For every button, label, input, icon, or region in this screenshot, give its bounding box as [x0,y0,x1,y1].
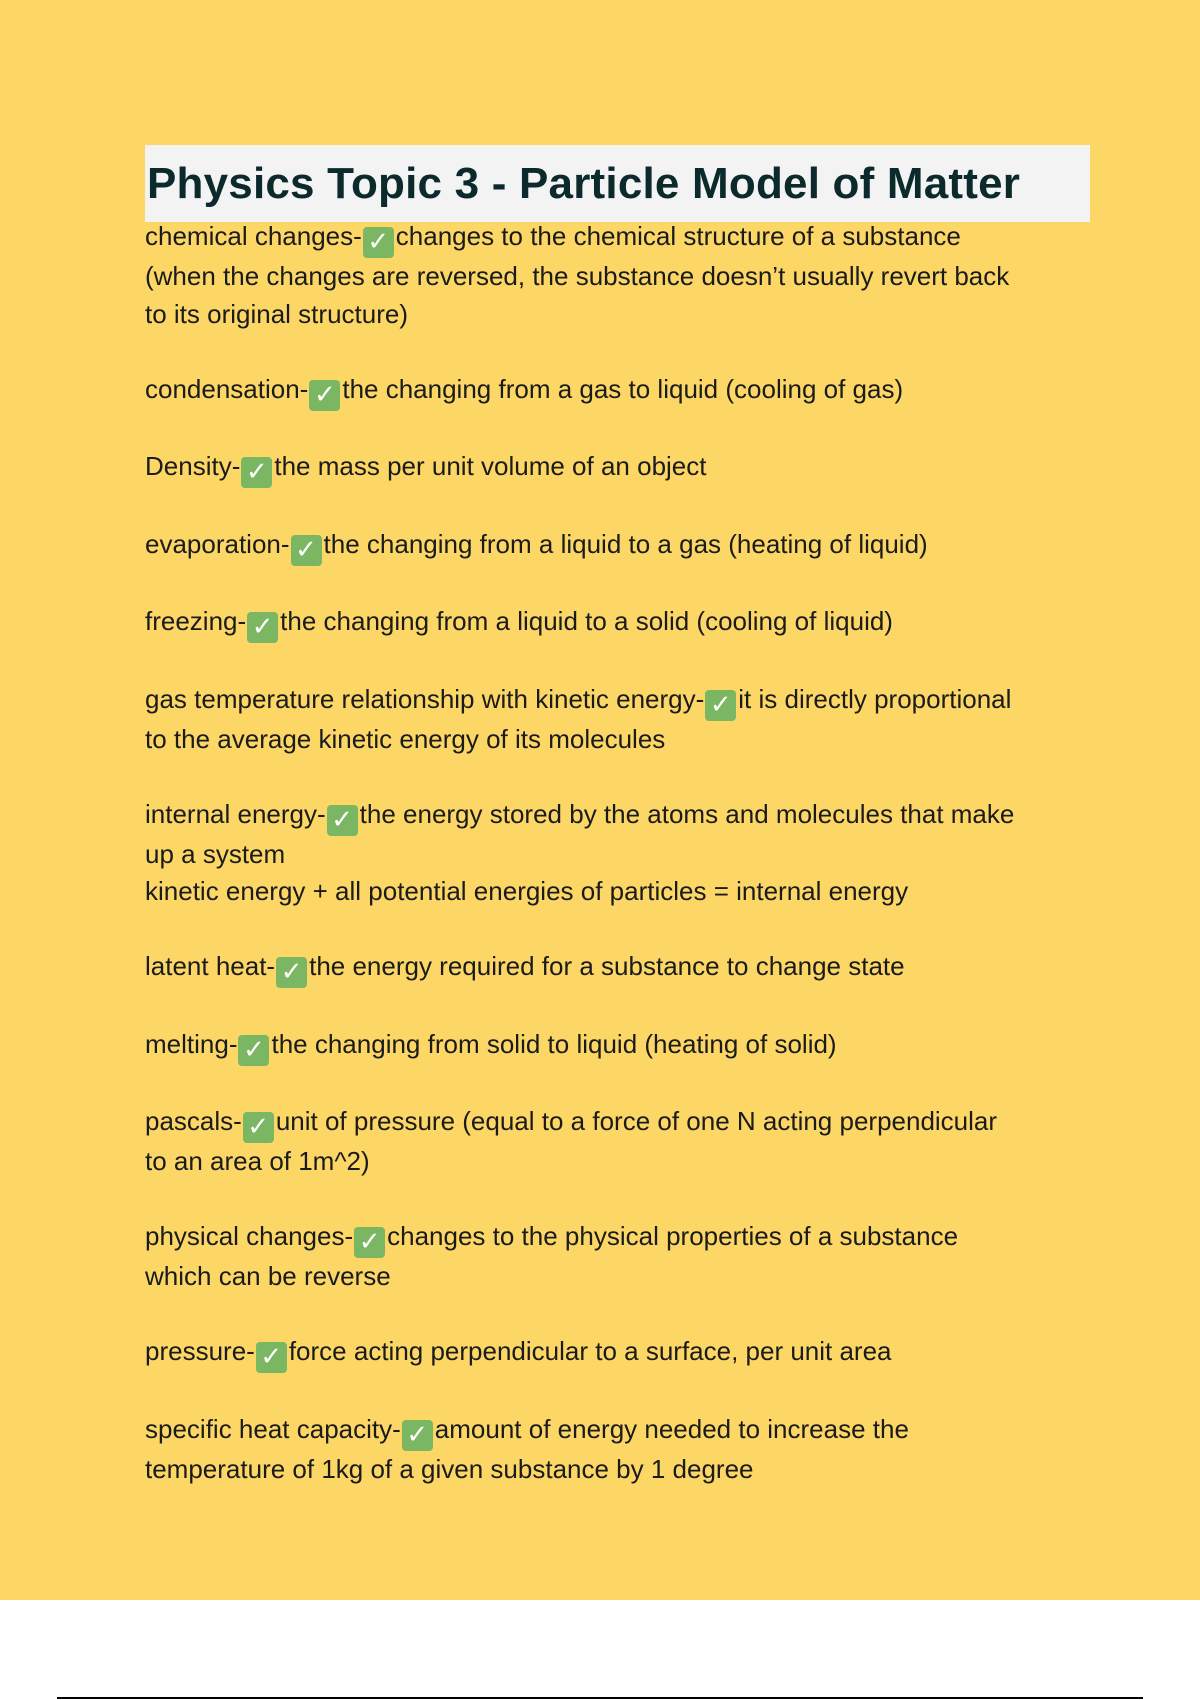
check-mark-button-icon: ✓ [309,380,340,411]
definition-entry [145,1103,1105,1181]
term-label: freezing- [145,606,247,636]
definition-text: changes to the physical properties of a substance [387,1221,959,1251]
term-label: condensation- [145,373,309,404]
definition-entry [145,448,1105,488]
definition-text: the mass per unit volume of an object [274,451,707,481]
definition-first-line [145,218,1105,258]
definition-text: (when the changes are reversed, the substance doesn’t usually revert back [145,261,1010,291]
definition-text: changes to the chemical structure of a substance [395,221,961,251]
term-label: specific heat capacity- [145,1413,401,1444]
title-banner [145,145,1090,222]
definition-first-line [145,796,1105,836]
definition-entry [145,1411,1105,1489]
definition-first-line [145,1411,1105,1451]
definition-line [145,1258,1105,1296]
definition-text: unit of pressure (equal to a force of one N acting perpendicular [275,1106,998,1136]
definition-text: the energy stored by the atoms and molecules that make [359,798,1015,829]
definition-entry [145,526,1105,566]
check-mark-button-icon: ✓ [705,690,736,721]
definition-text: to the average kinetic energy of its molecules [145,723,666,754]
definition-first-line [145,1218,1105,1258]
term-label: evaporation- [145,528,290,559]
definition-line [145,1451,1105,1489]
definition-text: to its original structure) [145,298,408,329]
definition-entry [145,603,1105,643]
definition-entry [145,371,1105,411]
definition-text: kinetic energy + all potential energies of particles = internal energy [145,876,909,906]
definition-line [145,873,1105,911]
definition-text: to an area of 1m^2) [145,1146,370,1176]
definition-text: up a system [145,838,286,869]
definition-text: the changing from a liquid to a gas (heating of liquid) [323,528,928,559]
check-mark-button-icon: ✓ [256,1342,287,1373]
document-title: Physics Topic 3 - Particle Model of Matter [147,158,1021,208]
definition-entry [145,948,1105,988]
definition-line [145,296,1105,334]
definition-text: which can be reverse [145,1261,391,1291]
term-label: latent heat- [145,951,276,981]
definition-text: the changing from a gas to liquid (cooling of gas) [342,373,904,404]
definition-text: it is directly proportional [738,683,1012,714]
definition-first-line [145,603,1105,643]
term-label: chemical changes- [145,221,362,251]
definition-first-line [145,681,1105,721]
check-mark-button-icon: ✓ [363,227,394,258]
check-mark-button-icon: ✓ [243,1112,274,1143]
definition-entry [145,1333,1105,1373]
check-mark-button-icon: ✓ [327,805,358,836]
definition-first-line [145,1026,1105,1066]
term-label: internal energy- [145,798,326,829]
definition-entry [145,796,1105,911]
term-label: melting- [145,1028,238,1059]
definition-line [145,258,1105,296]
term-label: pascals- [145,1106,242,1136]
definition-text: temperature of 1kg of a given substance by 1 degree [145,1453,754,1484]
check-mark-button-icon: ✓ [291,535,322,566]
term-label: physical changes- [145,1221,354,1251]
definition-first-line [145,526,1105,566]
definition-first-line [145,1103,1105,1143]
check-mark-button-icon: ✓ [238,1035,269,1066]
definition-entry [145,218,1105,333]
definition-line [145,1143,1105,1181]
definition-first-line [145,448,1105,488]
check-mark-button-icon: ✓ [276,957,307,988]
definition-line [145,721,1105,759]
definition-first-line [145,371,1105,411]
check-mark-button-icon: ✓ [241,457,272,488]
definition-text: force acting perpendicular to a surface, per unit area [288,1336,892,1366]
definition-text: the changing from solid to liquid (heating of solid) [271,1028,837,1059]
check-mark-button-icon: ✓ [354,1227,385,1258]
term-label: gas temperature relationship with kinetic energy- [145,683,705,714]
definition-list [145,218,1105,1526]
definition-entry [145,681,1105,759]
definition-line [145,836,1105,874]
definition-first-line [145,1333,1105,1373]
check-mark-button-icon: ✓ [402,1420,433,1451]
definition-entry [145,1026,1105,1066]
term-label: Density- [145,451,241,481]
definition-text: the energy required for a substance to change state [309,951,905,981]
definition-entry [145,1218,1105,1296]
term-label: pressure- [145,1336,255,1366]
definition-text: amount of energy needed to increase the [434,1413,909,1444]
definition-text: the changing from a liquid to a solid (cooling of liquid) [280,606,893,636]
check-mark-button-icon: ✓ [247,612,278,643]
footer-divider [57,1697,1143,1699]
definition-first-line [145,948,1105,988]
